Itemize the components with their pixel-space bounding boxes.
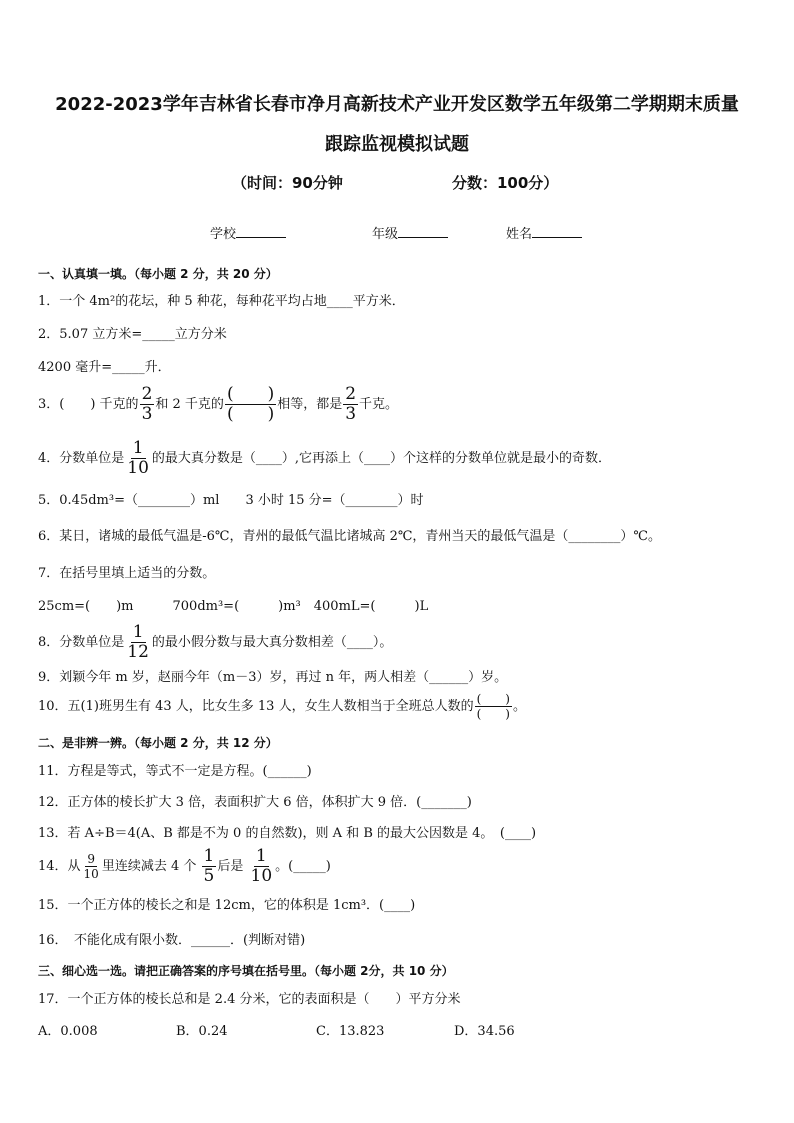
name-field	[506, 223, 582, 242]
school-blank[interactable]	[236, 225, 286, 238]
question-14	[38, 848, 331, 885]
q3-text-mid: 和 2 千克的	[155, 397, 224, 412]
fraction-numerator: 1	[203, 846, 215, 866]
exam-title-line1: 2022-2023学年吉林省长春市净月高新技术产业开发区数学五年级第二学期期末质量	[55, 94, 739, 115]
q3-text-post: 千克。	[359, 397, 399, 412]
question-5: 5．0.45dm³=（________）ml 3 小时 15 分=（________）时	[38, 493, 424, 508]
question-7-items: 25cm=( )m 700dm³=( )m³ 400mL=( )L	[38, 599, 429, 614]
fraction-denominator: 3	[345, 404, 357, 424]
grade-field	[372, 223, 448, 242]
fraction-denominator: 10	[83, 867, 99, 881]
q3-text-mid2: 相等，都是	[277, 397, 343, 412]
fraction-numerator: 2	[141, 384, 153, 404]
question-6: 6．某日，诸城的最低气温是-6℃，青州的最低气温比诸城高 2℃，青州当天的最低气温是（________）℃。	[38, 529, 661, 544]
grade-label: 年级	[372, 227, 399, 242]
fraction-numerator: 1	[132, 438, 144, 458]
fraction-numerator: 2	[345, 384, 357, 404]
fraction-denominator: 10	[250, 866, 273, 886]
fraction	[125, 624, 151, 661]
fraction-denominator: 12	[127, 642, 149, 662]
fraction-numerator: 1	[132, 622, 144, 642]
option-a[interactable]: A．0.008	[38, 1024, 98, 1039]
question-1: 1．一个 4m²的花坛，种 5 种花，每种花平均占地____平方米．	[38, 294, 405, 309]
q4-text-post: 的最大真分数是（____）,它再添上（____）个这样的分数单位就是最小的奇数．	[151, 451, 612, 466]
section-heading-2: 二、是非辨一辨。（每小题 2 分，共 12 分）	[38, 736, 278, 750]
fraction-blank	[475, 693, 512, 720]
question-16: 16． 不能化成有限小数．______．(判断对错)	[38, 933, 306, 948]
question-7: 7．在括号里填上适当的分数。	[38, 566, 216, 581]
grade-blank[interactable]	[398, 225, 448, 238]
q14-text-pre: 14．从	[38, 859, 81, 874]
fraction-numerator: ( )	[476, 692, 510, 706]
question-15: 15．一个正方体的棱长之和是 12cm，它的体积是 1cm³．(____)	[38, 898, 416, 913]
exam-title-line2: 跟踪监视模拟试题	[325, 134, 469, 155]
q14-text-mid: 里连续减去 4 个	[101, 859, 197, 874]
question-8	[38, 624, 392, 661]
question-12: 12．正方体的棱长扩大 3 倍，表面积扩大 6 倍，体积扩大 9 倍．(_______)	[38, 795, 472, 810]
question-4	[38, 440, 611, 477]
fraction	[343, 386, 358, 423]
fraction-blank	[225, 386, 276, 423]
question-17: 17．一个正方体的棱长总和是 2.4 分米，它的表面积是（ ）平方分米	[38, 992, 461, 1007]
fraction-denominator: ( )	[476, 707, 510, 721]
fraction-numerator: 1	[255, 846, 267, 866]
name-label: 姓名	[506, 227, 533, 242]
option-c[interactable]: C．13.823	[316, 1024, 385, 1039]
q10-text-post: 。	[512, 699, 526, 714]
fraction-denominator: 3	[141, 404, 153, 424]
q3-text-pre: 3．( ) 千克的	[38, 397, 139, 412]
q8-text-post: 的最小假分数与最大真分数相差（____）。	[151, 635, 393, 650]
school-label: 学校	[210, 227, 237, 242]
fraction-denominator: 5	[203, 866, 215, 886]
exam-score: 分数：100分）	[452, 174, 559, 192]
question-2a: 2．5.07 立方米=_____立方分米	[38, 327, 227, 342]
q10-text-pre: 10．五(1)班男生有 43 人，比女生多 13 人，女生人数相当于全班总人数的	[38, 699, 474, 714]
name-blank[interactable]	[532, 225, 582, 238]
exam-time: （时间：90分钟	[232, 174, 343, 192]
fraction	[202, 848, 217, 885]
section-heading-1: 一、认真填一填。（每小题 2 分，共 20 分）	[38, 267, 278, 281]
q14-text-post: 。(_____)	[275, 859, 331, 874]
fraction	[82, 853, 101, 880]
q8-text-pre: 8．分数单位是	[38, 635, 125, 650]
question-2b: 4200 毫升=_____升．	[38, 360, 171, 375]
question-11: 11．方程是等式，等式不一定是方程。(______)	[38, 764, 312, 779]
question-3	[38, 386, 398, 423]
fraction-numerator: 9	[87, 852, 95, 866]
question-13: 13．若 A÷B＝4(A、B 都是不为 0 的自然数)，则 A 和 B 的最大公因数是 4。 (____)	[38, 826, 537, 841]
question-9: 9．刘颖今年 m 岁，赵丽今年（m－3）岁，再过 n 年，两人相差（______）岁。	[38, 670, 508, 685]
question-10	[38, 693, 526, 720]
option-d[interactable]: D．34.56	[454, 1024, 515, 1039]
fraction	[249, 848, 275, 885]
q14-text-mid2: 后是	[217, 859, 244, 874]
fraction-denominator: ( )	[226, 404, 275, 424]
fraction	[140, 386, 155, 423]
fraction-denominator: 10	[127, 458, 149, 478]
fraction-numerator: ( )	[226, 384, 275, 404]
section-heading-3: 三、细心选一选。请把正确答案的序号填在括号里。（每小题 2分，共 10 分）	[38, 964, 454, 978]
q4-text-pre: 4．分数单位是	[38, 451, 125, 466]
fraction	[125, 440, 151, 477]
school-field	[210, 223, 286, 242]
option-b[interactable]: B．0.24	[176, 1024, 228, 1039]
